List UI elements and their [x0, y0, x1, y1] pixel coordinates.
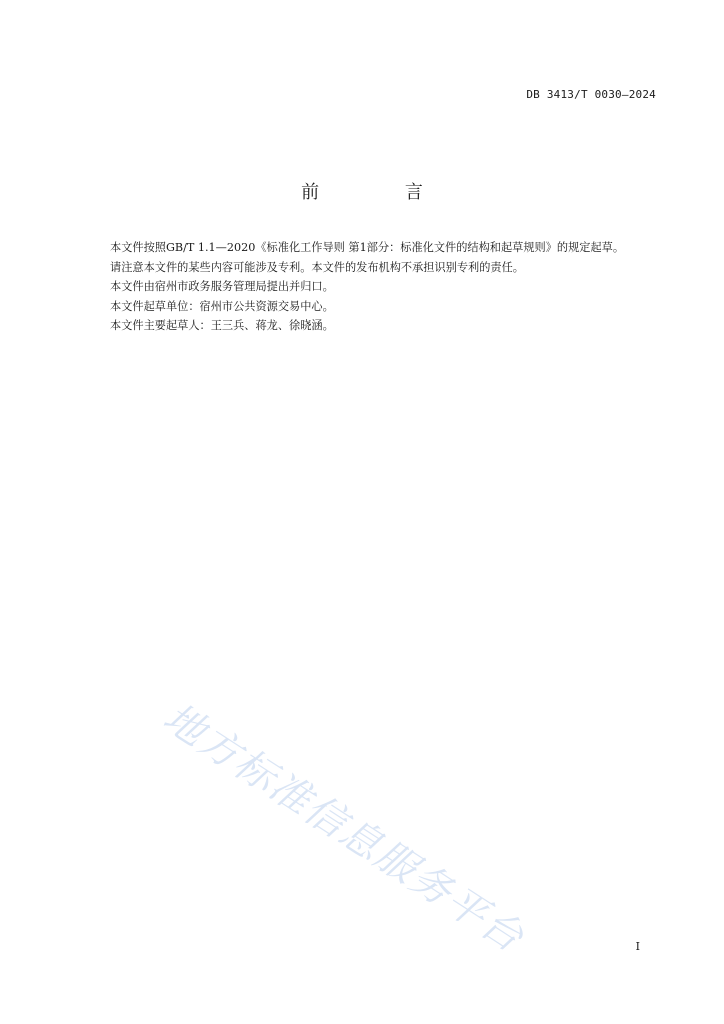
page-number: I [635, 940, 640, 953]
paragraph-proposer: 本文件由宿州市政务服务管理局提出并归口。 [110, 280, 334, 293]
paragraph-drafting-unit: 本文件起草单位：宿州市公共资源交易中心。 [110, 299, 334, 313]
foreword-body [88, 238, 658, 336]
page-title: 前 言 [301, 182, 463, 203]
paragraph-drafters: 本文件主要起草人：王三兵、蒋龙、徐晓涵。 [110, 319, 334, 332]
document-code: DB 3413/T 0030—2024 [526, 88, 656, 101]
watermark: 地方标准信息服务平台 [155, 694, 533, 962]
paragraph-standard-basis: 本文件按照GB/T 1.1—2020《标准化工作导则 第1部分：标准化文件的结构和起草规则》的规定起草。 [110, 241, 625, 254]
paragraph-patent-notice: 请注意本文件的某些内容可能涉及专利。本文件的发布机构不承担识别专利的责任。 [110, 260, 524, 274]
